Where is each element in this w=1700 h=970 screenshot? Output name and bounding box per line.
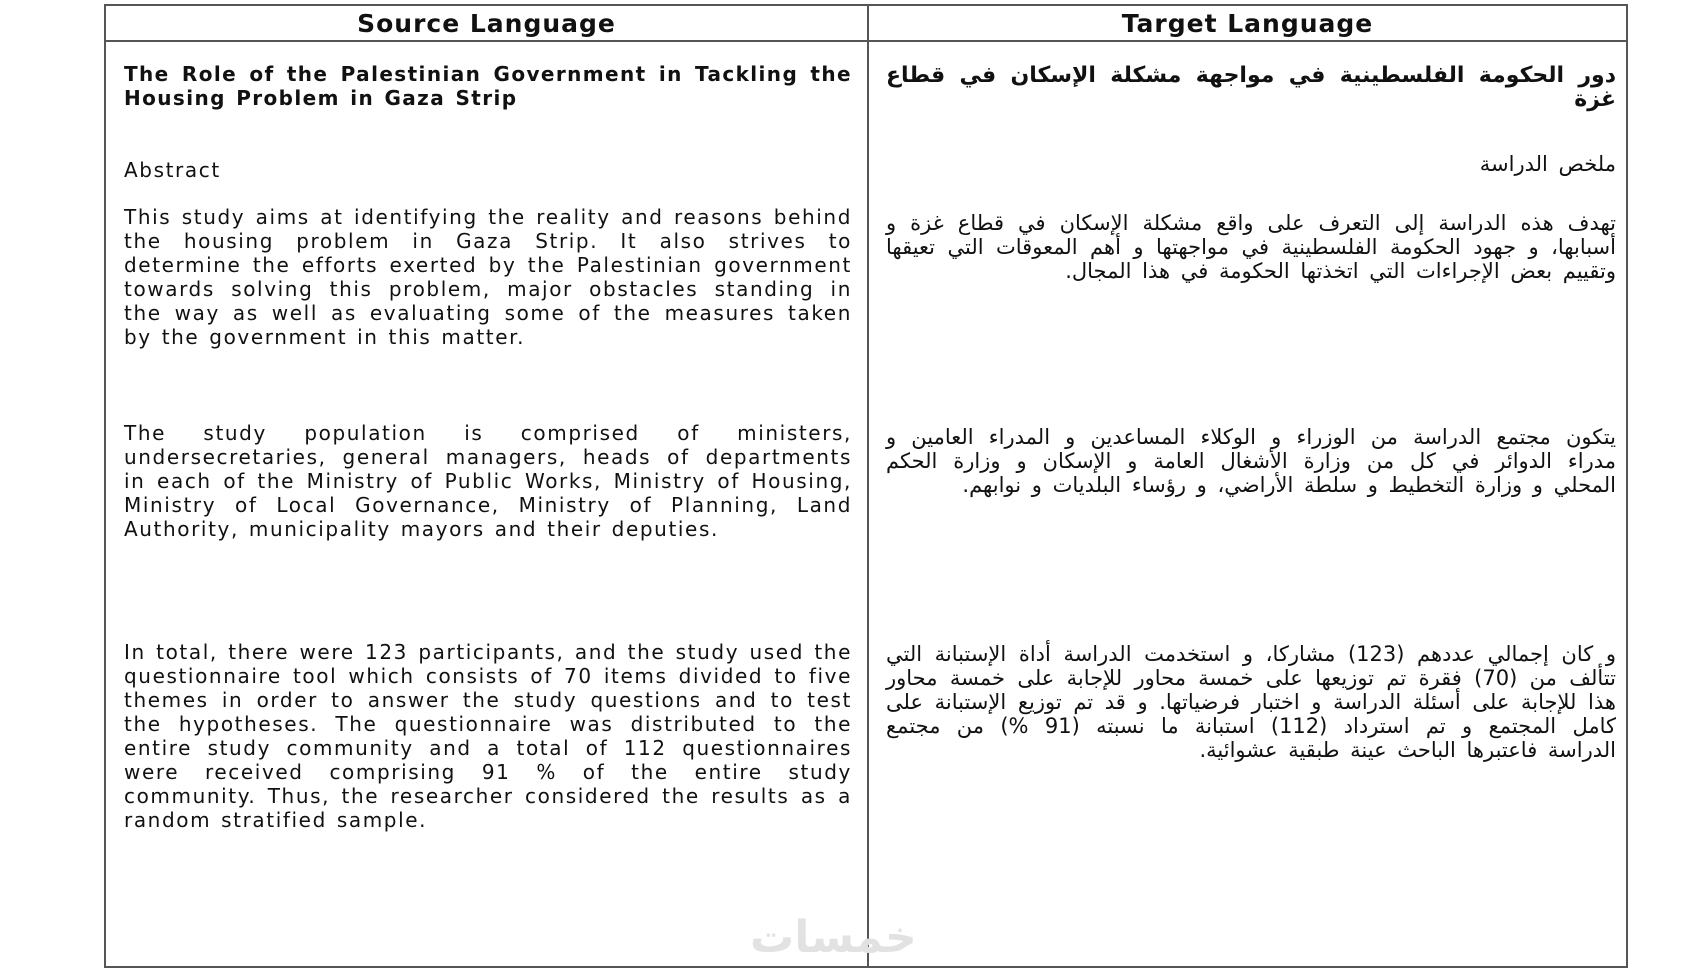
target-paragraph-2: يتكون مجتمع الدراسة من الوزراء و الوكلاء المساعدين و المدراء العامين و مدراء الدوائر في كل من وزارة الأشغال العامة و الإسكان و وزارة الحكم المحلي و وزارة التخطيط و سلطة الأراضي، و رؤساء البلديات و نوابهم.	[886, 425, 1616, 497]
source-title: The Role of the Palestinian Government in Tackling the Housing Problem in Gaza Strip	[124, 62, 852, 110]
translation-table	[104, 4, 1628, 968]
target-paragraph-1: تهدف هذه الدراسة إلى التعرف على واقع مشكلة الإسكان في قطاع غزة و أسبابها، و جهود الحكومة الفلسطينية في مواجهتها و أهم المعوقات التي تعيقها وتقييم بعض الإجراءات التي اتخذتها الحكومة في هذا المجال.	[886, 211, 1616, 283]
target-title: دور الحكومة الفلسطينية في مواجهة مشكلة الإسكان في قطاع غزة	[886, 63, 1616, 112]
target-abstract-label: ملخص الدراسة	[1479, 152, 1616, 176]
column-divider	[867, 6, 869, 966]
source-paragraph-1: This study aims at identifying the reality and reasons behind the housing problem in Gaza Strip. It also strives to determine the efforts exerted by the Palestinian government towards solving this problem, major obstacles standing in the way as well as evaluating some of the measures taken by the government in this matter.	[124, 205, 852, 349]
target-language-header: Target Language	[1121, 8, 1374, 38]
source-paragraph-2: The study population is comprised of ministers, undersecretaries, general managers, heads of departments in each of the Ministry of Public Works, Ministry of Housing, Ministry of Local Governance, Ministry of Planning, Land Authority, municipality mayors and their deputies.	[124, 421, 852, 541]
source-language-header: Source Language	[357, 8, 616, 38]
watermark: خمسات	[750, 912, 917, 963]
source-abstract-label: Abstract	[124, 158, 221, 182]
source-paragraph-3: In total, there were 123 participants, and the study used the questionnaire tool which consists of 70 items divided to five themes in order to answer the study questions and to test the hypotheses. The questionnaire was distributed to the entire study community and a total of 112 questionnaires were received comprising 91 % of the entire study community. Thus, the researcher considered the results as a random stratified sample.	[124, 640, 852, 832]
target-paragraph-3: و كان إجمالي عددهم (123) مشاركا، و استخدمت الدراسة أداة الإستبانة التي تتألف من (70) فقرة تم توزيعها على خمسة محاور للإجابة على خمسة محاور هذا للإجابة على أسئلة الدراسة و اختبار فرضياتها. و قد تم توزيع الإستبانة على كامل المجتمع و تم استرداد (112) استبانة ما نسبته (91 %) من مجتمع الدراسة فاعتبرها الباحث عينة طبقية عشوائية.	[886, 642, 1616, 762]
header-divider	[106, 40, 1626, 42]
